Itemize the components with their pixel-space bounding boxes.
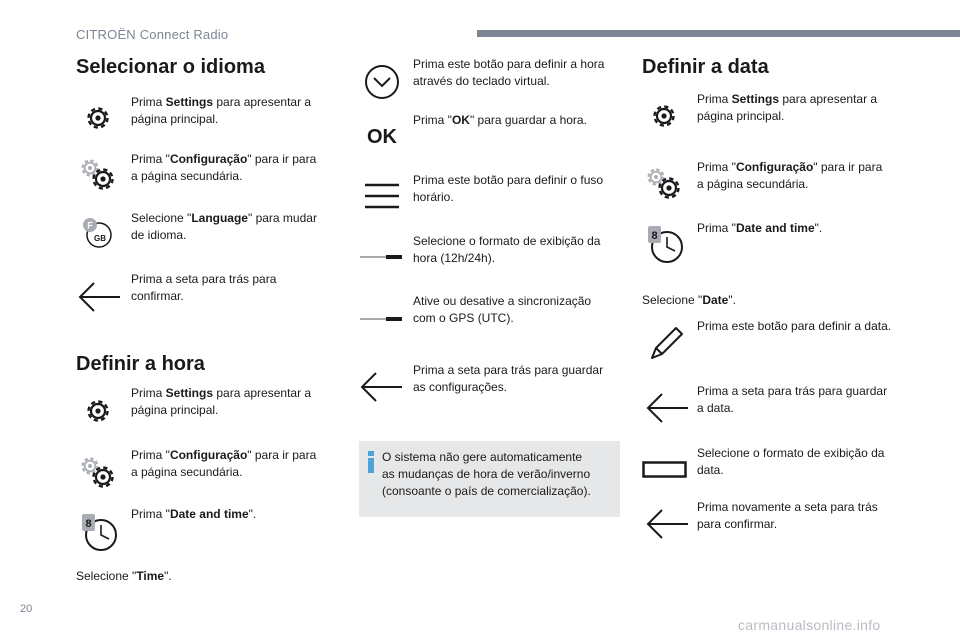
section-title-language: Selecionar o idioma [76,56,265,78]
chevron-down-icon [364,64,400,100]
info-icon [366,451,376,473]
lang-letter-f: F [87,220,93,231]
calendar-clock-icon [80,512,120,554]
pencil-icon [648,326,684,362]
back-arrow-icon [76,280,122,314]
note-text: O sistema não gere automaticamente as mudanças de hora de verão/inverno (consoante o país de comercialização). [382,450,591,498]
section-title-time: Definir a hora [76,353,205,375]
ok-label: OK [367,126,397,148]
page-number: 20 [20,603,33,615]
gear-icon [82,394,116,428]
format-box-icon [642,461,688,479]
select-time-text: Selecione "Time". [76,569,172,583]
toggle-switch-icon [360,250,404,264]
watermark: carmanualsonline.info [738,617,881,633]
language-flag-icon [80,214,116,250]
select-date-text: Selecione "Date". [642,293,736,307]
calendar-clock-icon [646,224,686,266]
section-title-date: Definir a data [642,56,769,78]
calendar-digit: 8 [85,518,92,530]
lang-letter-gb: GB [94,234,106,243]
calendar-digit: 8 [651,230,658,242]
double-gear-icon [644,165,684,203]
info-note [359,441,620,517]
gear-icon [648,99,682,133]
toggle-switch-icon [360,312,404,326]
back-arrow-icon [644,391,690,425]
back-arrow-icon [358,370,404,404]
back-arrow-icon [644,507,690,541]
double-gear-icon [78,156,118,194]
header-title: CITROËN Connect Radio [76,27,229,42]
gear-icon [82,101,116,135]
menu-lines-icon [364,182,400,212]
header-bar [477,30,960,37]
double-gear-icon [78,454,118,492]
